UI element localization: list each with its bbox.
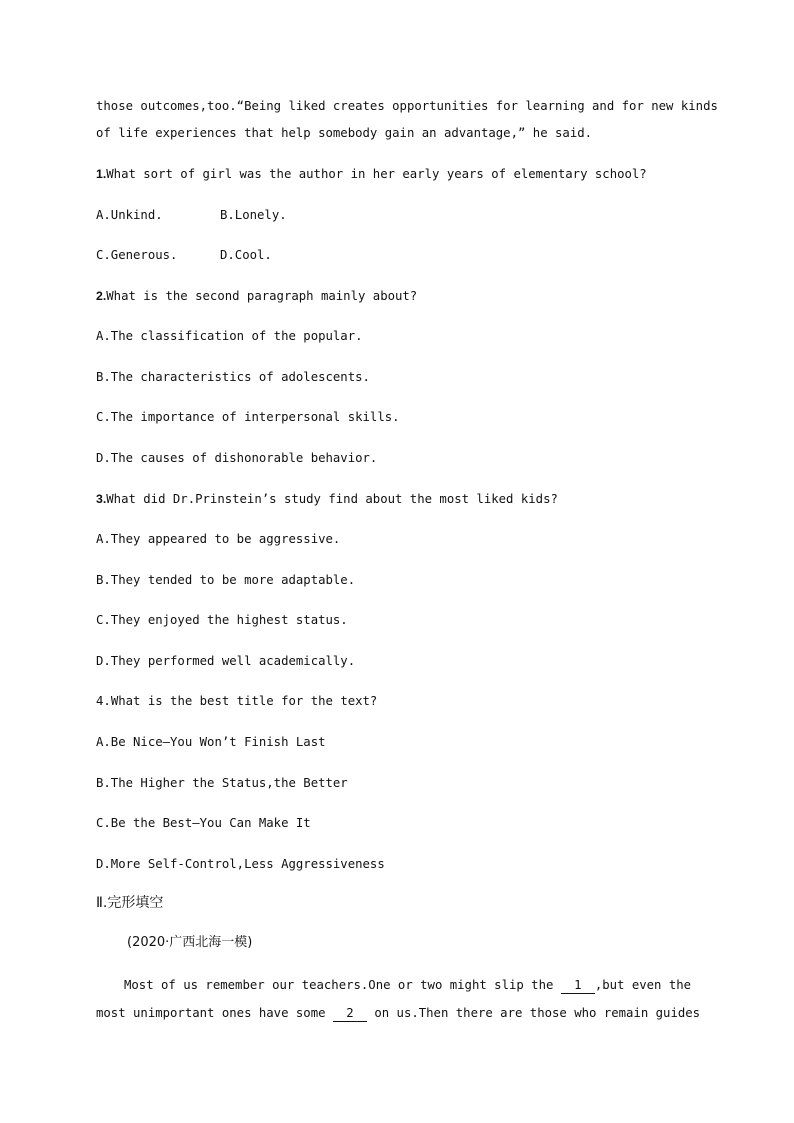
question-stem: What sort of girl was the author in her early years of elementary school? <box>106 167 647 181</box>
question-number: 1. <box>96 167 107 181</box>
question-1 <box>96 166 647 182</box>
cloze-text: Most of us remember our teachers.One or two might slip the <box>124 978 561 992</box>
option-b: B.Lonely. <box>220 208 287 222</box>
option-d: D.They performed well academically. <box>96 654 356 668</box>
cloze-text: ,but even the <box>594 978 692 992</box>
question-3 <box>96 491 558 507</box>
cloze-blank-1[interactable]: 1 <box>561 977 595 994</box>
passage-line: those outcomes,too.“Being liked creates opportunities for learning and for new kinds <box>96 99 718 113</box>
cloze-text: most unimportant ones have some <box>96 1006 333 1020</box>
option-c: C.The importance of interpersonal skills. <box>96 410 400 424</box>
cloze-text: on us.Then there are those who remain guides <box>366 1006 701 1020</box>
option-a: A.The classification of the popular. <box>96 329 363 343</box>
option-c: C.Generous. <box>96 248 178 262</box>
option-b: B.The Higher the Status,the Better <box>96 776 348 790</box>
question-stem: What did Dr.Prinstein’s study find about the most liked kids? <box>106 492 558 506</box>
option-a: A.They appeared to be aggressive. <box>96 532 341 546</box>
cloze-line <box>124 977 691 994</box>
option-a: A.Unkind. <box>96 208 163 222</box>
option-d: D.The causes of dishonorable behavior. <box>96 451 378 465</box>
options-row <box>96 207 163 223</box>
passage-line: of life experiences that help somebody gain an advantage,” he said. <box>96 126 593 140</box>
source-note: (2020·广西北海一模) <box>127 935 253 950</box>
question-stem: What is the best title for the text? <box>110 694 378 708</box>
question-stem: What is the second paragraph mainly about? <box>106 289 418 303</box>
cloze-blank-2[interactable]: 2 <box>333 1005 367 1022</box>
cloze-line <box>96 1005 700 1022</box>
question-4 <box>96 693 377 709</box>
question-2 <box>96 288 417 304</box>
question-number: 3. <box>96 492 107 506</box>
option-d: D.More Self-Control,Less Aggressiveness <box>96 857 385 871</box>
option-c: C.They enjoyed the highest status. <box>96 613 348 627</box>
option-d: D.Cool. <box>220 248 272 262</box>
question-number: 4. <box>96 694 111 708</box>
option-c: C.Be the Best—You Can Make It <box>96 816 311 830</box>
option-b: B.They tended to be more adaptable. <box>96 573 356 587</box>
section-heading: Ⅱ.完形填空 <box>96 895 164 911</box>
option-a: A.Be Nice—You Won’t Finish Last <box>96 735 326 749</box>
option-b: B.The characteristics of adolescents. <box>96 370 370 384</box>
question-number: 2. <box>96 289 107 303</box>
